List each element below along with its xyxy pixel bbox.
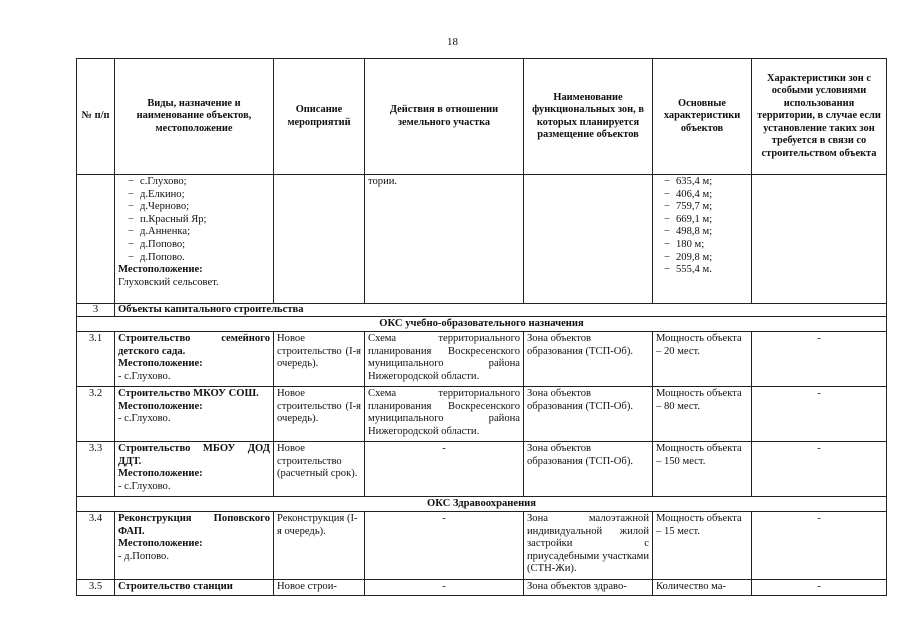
table-row xyxy=(77,512,887,580)
section-num: 3 xyxy=(77,304,115,317)
header-description: Описание мероприятий xyxy=(274,59,365,175)
row-kind xyxy=(115,387,274,442)
location-label: Местоположение: xyxy=(118,468,203,480)
list-item: − д.Елкино; xyxy=(128,188,185,200)
object-name: Строительство МКОУ СОШ. xyxy=(118,388,259,399)
object-name: Строительство МБОУ ДОД ДДТ. xyxy=(118,443,270,467)
row-description: Новое строительство (I-я очередь). xyxy=(274,387,365,442)
table-row xyxy=(77,580,887,596)
header-zone: Наименование функциональных зон, в которых планируется размещение объектов xyxy=(524,59,653,175)
page-number: 18 xyxy=(447,36,458,48)
continued-row xyxy=(77,175,887,304)
row-zone: Зона объектов образования (ТСП-Об). xyxy=(524,332,653,387)
list-item: − с.Глухово; xyxy=(128,176,187,187)
location-value: - с.Глухово. xyxy=(118,480,171,492)
row-special: - xyxy=(752,580,887,596)
location-value: Глуховский сельсовет. xyxy=(118,276,219,288)
row-num: 3.3 xyxy=(77,442,115,497)
row-description: Новое строи- xyxy=(274,580,365,596)
list-item: − 669,1 м; xyxy=(664,213,713,225)
header-actions: Действия в отношении земельного участка xyxy=(365,59,524,175)
header-kind: Виды, назначение и наименование объектов, местоположение xyxy=(115,59,274,175)
subsection-row xyxy=(77,317,887,332)
places-list xyxy=(118,176,270,264)
list-item: − д.Анненка; xyxy=(128,226,191,238)
row-num: 3.5 xyxy=(77,580,115,596)
list-item: − 180 м; xyxy=(664,238,705,250)
location-label: Местоположение: xyxy=(118,264,203,276)
object-name: Строительство станции xyxy=(115,580,274,596)
row-num: 3.2 xyxy=(77,387,115,442)
list-item: − д.Попово; xyxy=(128,238,186,250)
table-row xyxy=(77,442,887,497)
list-item: − 209,8 м; xyxy=(664,251,713,263)
subsection-row xyxy=(77,497,887,512)
list-item: − д.Попово. xyxy=(128,251,185,263)
row-num: 3.4 xyxy=(77,512,115,580)
list-item: − 498,8 м; xyxy=(664,226,713,238)
row-kind xyxy=(115,442,274,497)
table-row xyxy=(77,332,887,387)
list-item: − 759,7 м; xyxy=(664,201,713,213)
continued-actions: тории. xyxy=(365,175,524,304)
object-name: Строительство семейного детского сада. xyxy=(118,333,270,357)
row-actions: Схема территориального планирования Воскресенского муниципального района Нижегородской области. xyxy=(365,332,524,387)
subsection-edu: ОКС учебно-образовательного назначения xyxy=(77,317,887,332)
location-label: Местоположение: xyxy=(118,538,203,550)
header-special-zones: Характеристики зон с особыми условиями использования территории, в случае если установление таких зон требуется в связи со строительством объекта xyxy=(752,59,887,175)
row-zone: Зона объектов здраво- xyxy=(524,580,653,596)
row-special: - xyxy=(752,512,887,580)
row-characteristics: Количество ма- xyxy=(653,580,752,596)
location-label: Местоположение: xyxy=(118,400,203,412)
header-characteristics: Основные характеристики объектов xyxy=(653,59,752,175)
row-special: - xyxy=(752,387,887,442)
continued-num xyxy=(77,175,115,304)
continued-description xyxy=(274,175,365,304)
location-label: Местоположение: xyxy=(118,358,203,370)
section-row xyxy=(77,304,887,317)
continued-special xyxy=(752,175,887,304)
row-description: Новое строительство (расчетный срок). xyxy=(274,442,365,497)
row-actions: - xyxy=(365,580,524,596)
row-actions: Схема территориального планирования Воскресенского муниципального района Нижегородской области. xyxy=(365,387,524,442)
list-item: − 555,4 м. xyxy=(664,264,712,276)
header-num: № п/п xyxy=(77,59,115,175)
row-zone: Зона малоэтажной индивидуальной жилой застройки с приусадебными участками (СТН-Жи). xyxy=(524,512,653,580)
subsection-health: ОКС Здравоохранения xyxy=(77,497,887,512)
list-item: − 635,4 м; xyxy=(664,176,713,187)
row-kind xyxy=(115,512,274,580)
continued-characteristics xyxy=(653,175,752,304)
row-kind xyxy=(115,332,274,387)
row-zone: Зона объектов образования (ТСП-Об). xyxy=(524,442,653,497)
lengths-list xyxy=(656,176,748,277)
row-characteristics: Мощность объекта – 15 мест. xyxy=(653,512,752,580)
continued-zone xyxy=(524,175,653,304)
row-zone: Зона объектов образования (ТСП-Об). xyxy=(524,387,653,442)
row-actions: - xyxy=(365,442,524,497)
row-special: - xyxy=(752,442,887,497)
list-item: − д.Черново; xyxy=(128,201,190,213)
location-value: - с.Глухово. xyxy=(118,370,171,382)
row-characteristics: Мощность объекта – 150 мест. xyxy=(653,442,752,497)
row-description: Новое строительство (I-я очередь). xyxy=(274,332,365,387)
section-title: Объекты капитального строительства xyxy=(115,304,887,317)
location-value: - д.Попово. xyxy=(118,550,170,562)
planning-table xyxy=(76,58,887,596)
row-actions: - xyxy=(365,512,524,580)
table-row xyxy=(77,387,887,442)
table-header-row xyxy=(77,59,887,175)
location-value: - с.Глухово. xyxy=(118,413,171,425)
row-special: - xyxy=(752,332,887,387)
row-num: 3.1 xyxy=(77,332,115,387)
list-item: − п.Красный Яр; xyxy=(128,213,207,225)
object-name: Реконструкция Поповского ФАП. xyxy=(118,513,270,537)
row-characteristics: Мощность объекта – 80 мест. xyxy=(653,387,752,442)
list-item: − 406,4 м; xyxy=(664,188,713,200)
row-description: Реконструкция (I-я очередь). xyxy=(274,512,365,580)
row-characteristics: Мощность объекта – 20 мест. xyxy=(653,332,752,387)
continued-kind xyxy=(115,175,274,304)
